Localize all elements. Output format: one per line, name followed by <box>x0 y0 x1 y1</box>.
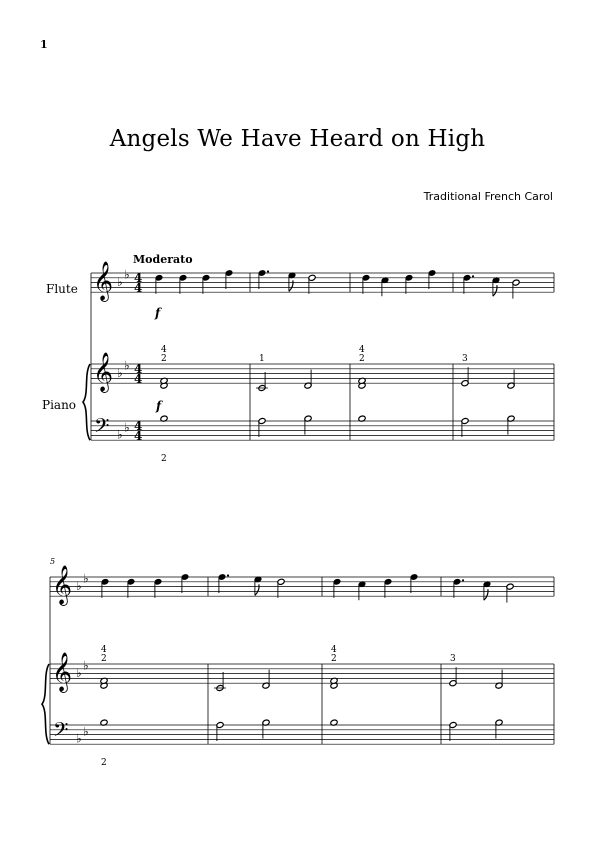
key-flat-icon: ♭ <box>117 365 123 380</box>
augmentation-dot <box>462 579 464 581</box>
tempo-marking: Moderato <box>133 253 193 266</box>
fingering-number: 4 <box>161 345 167 355</box>
augmentation-dot <box>472 275 474 277</box>
instrument-label-piano: Piano <box>42 398 77 412</box>
time-signature-bottom: 4 <box>134 429 143 443</box>
fingering-number: 3 <box>450 654 456 664</box>
augmentation-dot <box>227 574 229 576</box>
fingering-number: 2 <box>101 654 107 664</box>
dynamic-forte: f <box>155 306 161 320</box>
augmentation-dot <box>267 270 269 272</box>
time-signature-top: 4 <box>134 419 143 433</box>
composer-credit: Traditional French Carol <box>423 190 553 203</box>
page-number: 1 <box>40 38 48 51</box>
key-flat-icon: ♭ <box>124 267 130 282</box>
measure-number: 5 <box>50 557 56 566</box>
bass-clef-icon: 𝄢 <box>53 718 69 746</box>
fingering-number: 2 <box>331 654 337 664</box>
key-flat-icon: ♭ <box>83 658 89 673</box>
note-flag <box>484 589 488 600</box>
time-signature-bottom: 4 <box>134 372 143 386</box>
key-flat-icon: ♭ <box>83 724 89 739</box>
page-title: Angels We Have Heard on High <box>109 126 486 152</box>
treble-clef-icon: 𝄞 <box>52 565 73 605</box>
key-flat-icon: ♭ <box>76 578 82 593</box>
fingering-number: 4 <box>101 645 107 655</box>
time-signature-bottom: 4 <box>134 281 143 295</box>
instrument-label-flute: Flute <box>46 282 78 296</box>
fingering-number: 2 <box>161 454 167 464</box>
fingering-number: 2 <box>101 758 107 768</box>
piano-brace <box>42 664 49 744</box>
note-flag <box>255 584 259 595</box>
piano-brace <box>83 364 90 440</box>
fingering-number: 4 <box>331 645 337 655</box>
treble-clef-icon: 𝄞 <box>52 652 73 692</box>
note-flag <box>289 280 293 291</box>
key-flat-icon: ♭ <box>117 427 123 442</box>
fingering-number: 2 <box>161 354 167 364</box>
key-flat-icon: ♭ <box>76 731 82 746</box>
treble-clef-icon: 𝄞 <box>93 352 114 392</box>
key-flat-icon: ♭ <box>76 665 82 680</box>
fingering-number: 3 <box>462 354 468 364</box>
key-flat-icon: ♭ <box>124 358 130 373</box>
fingering-number: 2 <box>359 354 365 364</box>
treble-clef-icon: 𝄞 <box>93 261 114 301</box>
time-signature-top: 4 <box>134 271 143 285</box>
fingering-number: 4 <box>359 345 365 355</box>
key-flat-icon: ♭ <box>83 571 89 586</box>
dynamic-forte: f <box>156 399 162 413</box>
fingering-number: 1 <box>259 354 265 364</box>
bass-clef-icon: 𝄢 <box>94 414 110 442</box>
time-signature-top: 4 <box>134 362 143 376</box>
note-flag <box>493 285 497 296</box>
key-flat-icon: ♭ <box>124 420 130 435</box>
key-flat-icon: ♭ <box>117 274 123 289</box>
